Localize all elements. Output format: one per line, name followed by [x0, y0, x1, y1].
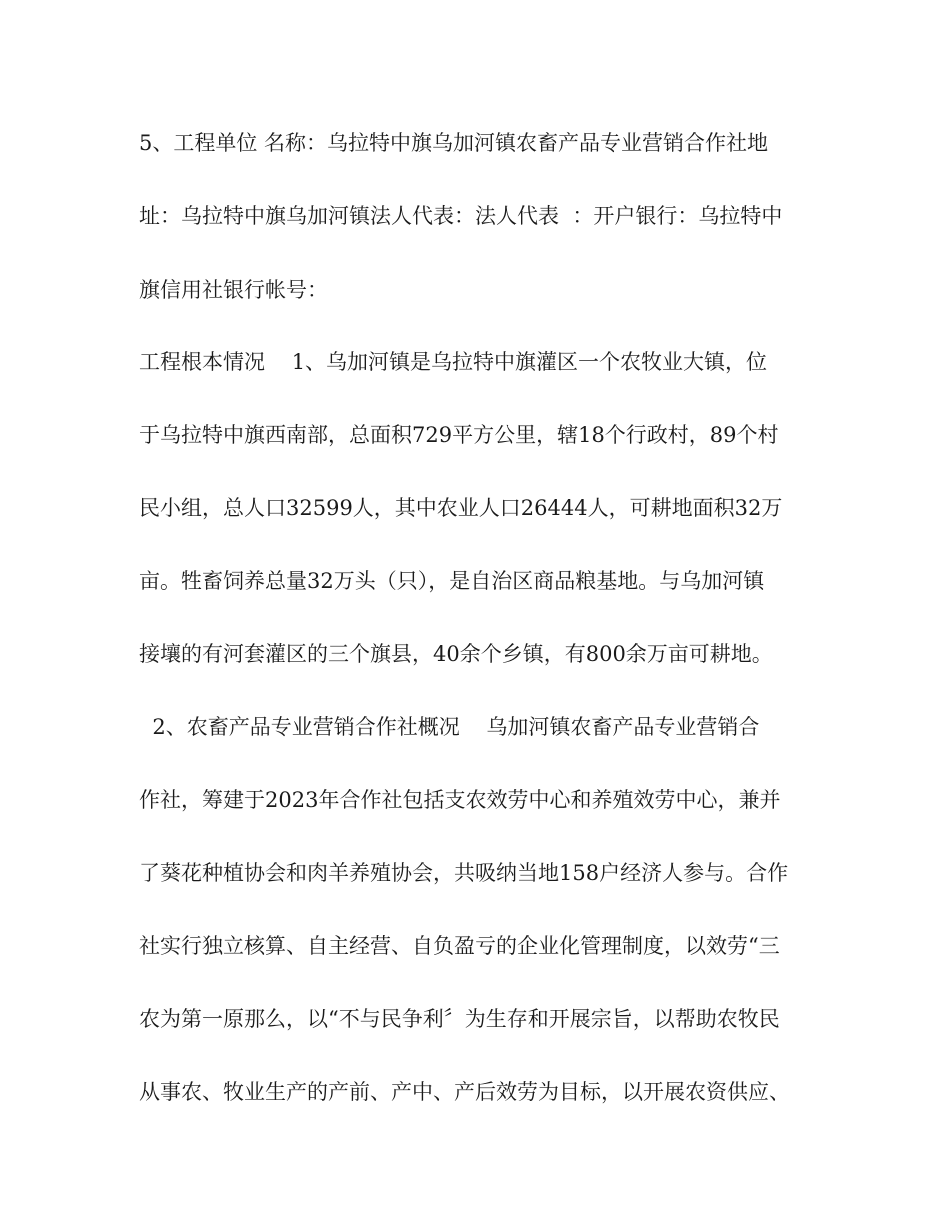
- text-line: 旗信用社银行帐号：: [139, 278, 328, 302]
- text-line: 民小组，总人口32599人，其中农业人口26444人，可耕地面积32万: [139, 496, 783, 520]
- text-line: 了葵花种植协会和肉羊养殖协会，共吸纳当地158户经济人参与。合作: [139, 861, 789, 885]
- text-line: 从事农、牧业生产的产前、产中、产后效劳为目标，以开展农资供应、: [139, 1080, 790, 1104]
- text-line: 作社，筹建于2023年合作社包括支农效劳中心和养殖效劳中心，兼并: [139, 788, 781, 812]
- text-line: 于乌拉特中旗西南部，总面积729平方公里，辖18个行政村，89个村: [139, 423, 779, 447]
- text-line: 2、农畜产品专业营销合作社概况 乌加河镇农畜产品专业营销合: [139, 715, 760, 739]
- text-line: 5、工程单位 名称：乌拉特中旗乌加河镇农畜产品专业营销合作社地: [139, 131, 769, 155]
- text-line: 社实行独立核算、自主经营、自负盈亏的企业化管理制度，以效劳“三: [139, 934, 780, 958]
- text-line: 址：乌拉特中旗乌加河镇法人代表：法人代表 ：开户银行：乌拉特中: [139, 204, 783, 228]
- text-line: 工程根本情况 1、乌加河镇是乌拉特中旗灌区一个农牧业大镇，位: [139, 350, 768, 374]
- text-line: 亩。牲畜饲养总量32万头（只），是自治区商品粮基地。与乌加河镇: [139, 569, 765, 593]
- text-line: 接壤的有河套灌区的三个旗县，40余个乡镇，有800余万亩可耕地。: [139, 642, 773, 666]
- text-line: 农为第一原那么，以“不与民争利〞为生存和开展宗旨，以帮助农牧民: [139, 1007, 780, 1031]
